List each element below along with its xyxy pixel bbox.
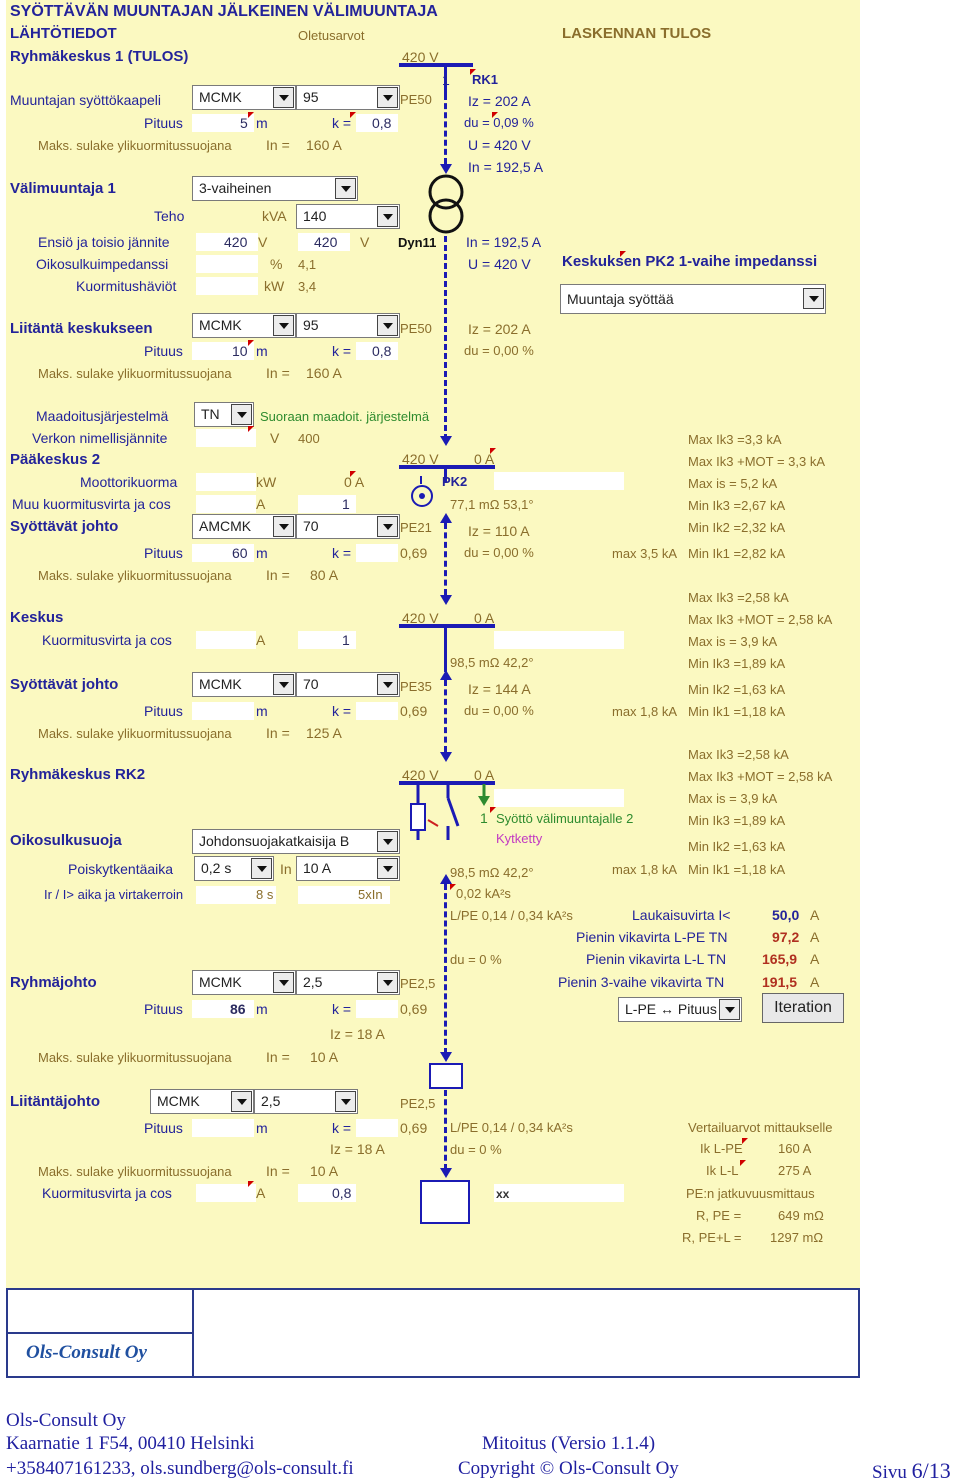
liitanta-du: du = 0,00 % <box>464 343 534 358</box>
toisio-value: 420 <box>314 234 338 250</box>
johto2-label: Syöttävät johto <box>10 676 119 693</box>
chevron-down-icon[interactable] <box>231 1091 252 1112</box>
valimuuntaja-type-select[interactable]: 3-vaiheinen <box>192 176 358 201</box>
keskus-result-4: Min Ik2 =1,63 kA <box>688 682 786 697</box>
syottokaapeli-label: Muuntajan syöttökaapeli <box>10 92 161 108</box>
teho-unit: kVA <box>262 208 287 224</box>
comment-marker-icon <box>742 1138 748 1144</box>
liitanta-pituus-value: 10 <box>232 343 248 359</box>
rk2-num: 1 <box>480 810 488 826</box>
maadoitus-desc: Suoraan maadoit. järjestelmä <box>260 409 430 424</box>
rk2-result-2: Max is = 3,9 kA <box>688 791 778 806</box>
rk2-voltage: 420 V <box>402 767 439 783</box>
impedanssi-unit: % <box>270 256 283 272</box>
verkko-field[interactable] <box>196 429 256 447</box>
chevron-down-icon[interactable] <box>377 858 398 879</box>
motor-icon <box>409 483 435 509</box>
arrow-down-icon <box>440 1052 452 1062</box>
ryhmajohto-k-value: 0,69 <box>400 1001 428 1017</box>
page-title: SYÖTTÄVÄN MUUNTAJAN JÄLKEINEN VÄLIMUUNTAJA <box>10 3 438 20</box>
rpel-value: 1297 mΩ <box>770 1230 824 1245</box>
liitantajohto-fuse-label: Maks. sulake ylikuormitussuojana <box>38 1164 232 1179</box>
rk1-number: 1 <box>442 72 450 88</box>
johto2-size-select[interactable]: 70 <box>296 672 400 697</box>
moottori-unit: kW <box>256 474 277 490</box>
notes-frame <box>6 1288 860 1378</box>
rk2-kytketty: Kytketty <box>496 831 543 846</box>
arrow-up-icon <box>440 670 452 680</box>
muu-current-field[interactable] <box>196 495 256 513</box>
valimuuntaja-in: In = 192,5 A <box>466 234 542 250</box>
rk1-du: du = 0,09 % <box>464 115 534 130</box>
arrow-down-icon <box>440 1168 452 1178</box>
haviot-default: 3,4 <box>298 279 317 294</box>
ik-ll-value: 275 A <box>778 1163 812 1178</box>
syottokaapeli-m: m <box>256 115 268 131</box>
johto1-k-label: k = <box>332 545 352 561</box>
ll-unit: A <box>810 951 820 967</box>
iteration-mode-select[interactable]: L-PE ↔ Pituus <box>618 997 742 1022</box>
chevron-down-icon[interactable] <box>273 674 294 695</box>
keskus-cos-value: 1 <box>342 632 350 648</box>
johto2-line <box>444 680 447 752</box>
rk2-note-field[interactable] <box>494 789 624 807</box>
comment-marker-icon <box>248 112 254 118</box>
pk2-current: 0 A <box>474 451 495 467</box>
ryhmajohto-type-select[interactable]: MCMK <box>192 970 296 995</box>
liitantajohto-size-select[interactable]: 2,5 <box>254 1089 358 1114</box>
teho-label: Teho <box>154 208 185 224</box>
comment-marker-icon <box>490 448 496 454</box>
haviot-field[interactable] <box>196 277 258 295</box>
socket-box-icon <box>429 1063 463 1089</box>
johto2-pituus-field[interactable] <box>192 702 254 720</box>
pk2-result-0: Max Ik3 =3,3 kA <box>688 432 782 447</box>
keskus-result-5: Min Ik1 =1,18 kA <box>688 704 786 719</box>
keskus-a-unit: A <box>256 632 266 648</box>
rk2-result-4: Min Ik2 =1,63 kA <box>688 839 786 854</box>
ll-value: 165,9 <box>762 951 798 967</box>
ir-factor-value: 5xIn <box>358 887 383 902</box>
impedanssi-label: Oikosulkuimpedanssi <box>36 256 169 272</box>
brand-logo: Ols-Consult Oy <box>26 1342 147 1363</box>
keskus-note-field[interactable] <box>494 631 624 649</box>
rk1-voltage: 420 V <box>402 49 439 65</box>
dyn-label: Dyn11 <box>398 235 437 250</box>
load-box-icon <box>420 1180 470 1224</box>
chevron-down-icon[interactable] <box>377 972 398 993</box>
ryhmajohto-pe: PE2,5 <box>400 976 436 991</box>
lpe-value: 97,2 <box>772 929 800 945</box>
footer-contact: +358407161233, ols.sundberg@ols-consult.fi <box>6 1458 354 1479</box>
valimuuntaja-label: Välimuuntaja 1 <box>10 180 116 197</box>
keskus-current: 0 A <box>474 610 495 626</box>
syottokaapeli-in-label: In = <box>266 137 290 153</box>
moottori-field[interactable] <box>196 473 256 491</box>
comment-marker-icon <box>248 340 254 346</box>
syottokaapeli-k-value: 0,8 <box>372 115 392 131</box>
ryhmajohto-label: Ryhmäjohto <box>10 974 97 991</box>
syottokaapeli-line <box>444 94 447 164</box>
johto2-fuse-label: Maks. sulake ylikuormitussuojana <box>38 726 232 741</box>
muu-label: Muu kuormitusvirta ja cos <box>12 496 171 512</box>
footer-copyright: Copyright © Ols-Consult Oy <box>458 1458 679 1479</box>
ryhmajohto-m: m <box>256 1001 268 1017</box>
liitanta-size-select[interactable]: 95 <box>296 313 400 338</box>
ensio-value: 420 <box>224 234 248 250</box>
ryhmajohto-iz: Iz = 18 A <box>330 1026 385 1042</box>
liitantajohto-cos-value: 0,8 <box>332 1185 352 1201</box>
liitantajohto-note-field[interactable] <box>494 1184 624 1202</box>
liitantajohto-m: m <box>256 1120 268 1136</box>
johto1-k-value: 0,69 <box>400 545 428 561</box>
liitanta-label: Liitäntä keskukseen <box>10 320 153 337</box>
liitantajohto-in-value: 10 A <box>310 1163 339 1179</box>
oikosulku-in-label: In <box>280 861 292 877</box>
liitantajohto-k-value: 0,69 <box>400 1120 428 1136</box>
johto1-m: m <box>256 545 268 561</box>
keskus-kuorm-label: Kuormitusvirta ja cos <box>42 632 172 648</box>
impedanssi-field[interactable] <box>196 255 258 273</box>
liitanta-in-label: In = <box>266 365 290 381</box>
rpel-label: R, PE+L = <box>682 1230 742 1245</box>
keskus-result-3: Min Ik3 =1,89 kA <box>688 656 786 671</box>
footer-company: Ols-Consult Oy <box>6 1410 126 1431</box>
liitantajohto-a-unit: A <box>256 1185 266 1201</box>
liitantajohto-du: du = 0 % <box>450 1142 502 1157</box>
rk2-result-5: Min Ik1 =1,18 kA <box>688 862 786 877</box>
johto2-du: du = 0,00 % <box>464 703 534 718</box>
section-laskennan-tulos: LASKENNAN TULOS <box>562 25 712 42</box>
chevron-down-icon[interactable] <box>377 206 398 227</box>
ik-lpe-label: Ik L-PE <box>700 1141 743 1156</box>
v3-label: Pienin 3-vaihe vikavirta TN <box>558 974 725 990</box>
ryhmajohto-line <box>444 884 447 1054</box>
rk2-syotto: Syöttö välimuuntajalle 2 <box>496 811 634 826</box>
liitanta-type-select[interactable]: MCMK <box>192 313 296 338</box>
oikosulku-i2t: 0,02 kA²s <box>456 886 511 901</box>
oikosulku-du: du = 0 % <box>450 952 502 967</box>
moottori-label: Moottorikuorma <box>80 474 178 490</box>
comment-marker-icon <box>248 1181 254 1187</box>
notes-cell-top <box>8 1290 194 1334</box>
oikosulku-in-select[interactable]: 10 A <box>296 856 400 881</box>
motor-stub <box>420 476 422 484</box>
pk2-result-5: Min Ik1 =2,82 kA <box>688 546 786 561</box>
rk2-result-0: Max Ik3 =2,58 kA <box>688 747 789 762</box>
liitantajohto-line <box>444 1090 447 1170</box>
v3-unit: A <box>810 974 820 990</box>
johto1-type-select[interactable]: AMCMK <box>192 514 296 539</box>
syottokaapeli-fuse-label: Maks. sulake ylikuormitussuojana <box>38 138 232 153</box>
ryhmajohto-in-value: 10 A <box>310 1049 339 1065</box>
comment-marker-icon <box>620 251 626 257</box>
rk1-u: U = 420 V <box>468 137 531 153</box>
section-lahtotiedot: LÄHTÖTIEDOT <box>10 25 117 42</box>
comment-marker-icon <box>492 112 498 118</box>
syottokaapeli-size-select[interactable]: 95 <box>296 85 400 110</box>
pk2-result-4: Min Ik2 =2,32 kA <box>688 520 786 535</box>
rk1-name: RK1 <box>472 72 499 87</box>
chevron-down-icon[interactable] <box>273 516 294 537</box>
liitantajohto-lpe: L/PE 0,14 / 0,34 kA²s <box>450 1120 573 1135</box>
chevron-down-icon[interactable] <box>377 516 398 537</box>
rk2-label: Ryhmäkeskus RK2 <box>10 766 146 783</box>
liitantajohto-type-select[interactable]: MCMK <box>150 1089 254 1114</box>
liitanta-fuse-label: Maks. sulake ylikuormitussuojana <box>38 366 232 381</box>
arrow-down-icon <box>440 752 452 762</box>
johto2-m: m <box>256 703 268 719</box>
arrow-down-icon <box>440 595 452 605</box>
syottokaapeli-in-value: 160 A <box>306 137 342 153</box>
pk2-result-2: Max is = 5,2 kA <box>688 476 778 491</box>
moottori-current: 0 A <box>344 474 365 490</box>
ir-time-value: 8 s <box>256 887 274 902</box>
johto2-pituus-label: Pituus <box>144 703 183 719</box>
liitanta-in-value: 160 A <box>306 365 342 381</box>
liitantajohto-pituus-field[interactable] <box>192 1119 254 1137</box>
pe-jatkuvuus-label: PE:n jatkuvuusmittaus <box>686 1186 815 1201</box>
jannite-label: Ensiö ja toisio jännite <box>38 234 170 250</box>
liitantajohto-in-label: In = <box>266 1163 290 1179</box>
keskus-voltage: 420 V <box>402 610 439 626</box>
chevron-down-icon[interactable] <box>335 178 356 199</box>
liitanta-k-value: 0,8 <box>372 343 392 359</box>
liitanta-k-label: k = <box>332 343 352 359</box>
syottokaapeli-pituus-value: 5 <box>240 115 248 131</box>
arrow-down-icon <box>440 164 452 174</box>
ir-label: Ir / I> aika ja virtakerroin <box>44 887 184 902</box>
oikosulku-lpe: L/PE 0,14 / 0,34 kA²s <box>450 908 573 923</box>
syottokaapeli-k-label: k = <box>332 115 352 131</box>
verkko-label: Verkon nimellisjännite <box>32 430 168 446</box>
liitantajohto-kuorm-label: Kuormitusvirta ja cos <box>42 1185 172 1201</box>
chevron-down-icon[interactable] <box>251 858 272 879</box>
poisto-label: Poiskytkentäaika <box>68 861 174 877</box>
liitanta-pe: PE50 <box>400 321 432 336</box>
poisto-select[interactable]: 0,2 s <box>194 856 274 881</box>
johto1-iz: Iz = 110 A <box>468 523 530 539</box>
ik-ll-label: Ik L-L <box>706 1163 739 1178</box>
impedanssi-default: 4,1 <box>298 257 317 272</box>
johto1-line <box>444 523 447 595</box>
oikosulku-label: Oikosulkusuoja <box>10 832 122 849</box>
maadoitus-select[interactable]: TN <box>194 402 254 427</box>
syottokaapeli-pe: PE50 <box>400 92 432 107</box>
rk2-max: max 1,8 kA <box>612 862 678 877</box>
johto1-label: Syöttävät johto <box>10 518 119 535</box>
liitanta-m: m <box>256 343 268 359</box>
chevron-down-icon[interactable] <box>803 288 824 309</box>
ryhmajohto-k-field[interactable] <box>356 1000 398 1018</box>
johto1-k-field[interactable] <box>356 544 398 562</box>
liitantajohto-pe: PE2,5 <box>400 1096 436 1111</box>
ll-label: Pienin vikavirta L-L TN <box>586 951 727 967</box>
johto2-in-value: 125 A <box>306 725 342 741</box>
rk1-header: Ryhmäkeskus 1 (TULOS) <box>10 48 189 65</box>
haviot-label: Kuormitushäviöt <box>76 278 177 294</box>
syottokaapeli-pituus-label: Pituus <box>144 115 183 131</box>
v3-value: 191,5 <box>762 974 798 990</box>
pk2-result-1: Max Ik3 +MOT = 3,3 kA <box>688 454 826 469</box>
liitantajohto-xx: xx <box>496 1187 510 1201</box>
ryhmajohto-size-select[interactable]: 2,5 <box>296 970 400 995</box>
chevron-down-icon[interactable] <box>335 1091 356 1112</box>
syottokaapeli-type-select[interactable]: MCMK <box>192 85 296 110</box>
muu-unit: A <box>256 496 266 512</box>
chevron-down-icon[interactable] <box>273 315 294 336</box>
liitantajohto-pituus-label: Pituus <box>144 1120 183 1136</box>
johto1-in-value: 80 A <box>310 567 339 583</box>
transformer-icon <box>424 174 468 236</box>
liitantajohto-label: Liitäntäjohto <box>10 1093 100 1110</box>
johto2-type-select[interactable]: MCMK <box>192 672 296 697</box>
comment-marker-icon <box>248 426 254 432</box>
keskus-current-field[interactable] <box>196 631 256 649</box>
ryhmajohto-pituus-label: Pituus <box>144 1001 183 1017</box>
ryhmajohto-k-label: k = <box>332 1001 352 1017</box>
liitantajohto-iz: Iz = 18 A <box>330 1141 385 1157</box>
keskus-stub <box>444 628 447 672</box>
pk2-imp-label: Keskuksen PK2 1-vaihe impedanssi <box>562 253 818 270</box>
keskus-result-1: Max Ik3 +MOT = 2,58 kA <box>688 612 833 627</box>
rpe-value: 649 mΩ <box>778 1208 824 1223</box>
arrow-down-icon <box>440 436 452 446</box>
keskus-label: Keskus <box>10 609 64 626</box>
liitantajohto-k-field[interactable] <box>356 1119 398 1137</box>
maadoitus-label: Maadoitusjärjestelmä <box>36 408 169 424</box>
lpe-unit: A <box>810 929 820 945</box>
rk2-impedance: 98,5 mΩ 42,2° <box>450 865 534 880</box>
pk2-max: max 3,5 kA <box>612 546 678 561</box>
verkko-value: 400 <box>298 431 320 446</box>
paakeskus-label: Pääkeskus 2 <box>10 451 101 468</box>
toisio-unit: V <box>360 234 370 250</box>
oikosulku-select[interactable]: Johdonsuojakatkaisija B <box>192 829 400 854</box>
chevron-down-icon[interactable] <box>377 315 398 336</box>
ik-lpe-value: 160 A <box>778 1141 812 1156</box>
johto1-pituus-value: 60 <box>232 545 248 561</box>
johto1-fuse-label: Maks. sulake ylikuormitussuojana <box>38 568 232 583</box>
chevron-down-icon[interactable] <box>377 831 398 852</box>
chevron-down-icon[interactable] <box>719 999 740 1020</box>
pk2-name: PK2 <box>442 474 468 489</box>
johto2-in-label: In = <box>266 725 290 741</box>
johto1-pe: PE21 <box>400 520 432 535</box>
comment-marker-icon <box>350 112 356 118</box>
johto1-du: du = 0,00 % <box>464 545 534 560</box>
haviot-unit: kW <box>264 278 285 294</box>
keskus-impedance: 98,5 mΩ 42,2° <box>450 655 534 670</box>
muu-cos-value: 1 <box>342 496 350 512</box>
johto2-k-value: 0,69 <box>400 703 428 719</box>
pk2-imp-select[interactable]: Muuntaja syöttää <box>560 284 826 314</box>
rk2-result-3: Min Ik3 =1,89 kA <box>688 813 786 828</box>
johto1-size-select[interactable]: 70 <box>296 514 400 539</box>
liitanta-iz: Iz = 202 A <box>468 321 531 337</box>
footer-page: Sivu 6/13 <box>872 1458 951 1482</box>
chevron-down-icon[interactable] <box>377 87 398 108</box>
oletusarvot-label: Oletusarvot <box>298 28 365 43</box>
lpe-label: Pienin vikavirta L-PE TN <box>576 929 728 945</box>
liitantajohto-k-label: k = <box>332 1120 352 1136</box>
keskus-result-0: Max Ik3 =2,58 kA <box>688 590 789 605</box>
keskus-result-2: Max is = 3,9 kA <box>688 634 778 649</box>
iteration-button[interactable]: Iteration <box>762 993 844 1023</box>
teho-select[interactable]: 140 <box>296 204 400 229</box>
johto1-in-label: In = <box>266 567 290 583</box>
rk2-current: 0 A <box>474 767 495 783</box>
comment-marker-icon <box>740 1160 746 1166</box>
chevron-down-icon[interactable] <box>273 972 294 993</box>
johto2-k-field[interactable] <box>356 702 398 720</box>
johto2-pe: PE35 <box>400 679 432 694</box>
ensio-unit: V <box>258 234 268 250</box>
ryhmajohto-in-label: In = <box>266 1049 290 1065</box>
johto2-k-label: k = <box>332 703 352 719</box>
laukaisu-value: 50,0 <box>772 907 800 923</box>
rk1-iz: Iz = 202 A <box>468 93 531 109</box>
pk2-impedance: 77,1 mΩ 53,1° <box>450 497 534 512</box>
johto1-pituus-label: Pituus <box>144 545 183 561</box>
chevron-down-icon[interactable] <box>377 674 398 695</box>
liitantajohto-current-field[interactable] <box>196 1184 256 1202</box>
ryhmajohto-fuse-label: Maks. sulake ylikuormitussuojana <box>38 1050 232 1065</box>
rk2-result-1: Max Ik3 +MOT = 2,58 kA <box>688 769 833 784</box>
ryhmajohto-pituus-value: 86 <box>230 1001 246 1017</box>
mittaus-label: Vertailuarvot mittaukselle <box>688 1120 833 1135</box>
valimuuntaja-u: U = 420 V <box>468 256 531 272</box>
johto2-iz: Iz = 144 A <box>468 681 531 697</box>
pk2-note-field[interactable] <box>494 472 624 490</box>
rpe-label: R, PE = <box>696 1208 742 1223</box>
pk2-result-3: Min Ik3 =2,67 kA <box>688 498 786 513</box>
liitanta-pituus-label: Pituus <box>144 343 183 359</box>
footer-app-version: Mitoitus (Versio 1.1.4) <box>482 1433 656 1454</box>
footer-address: Kaarnatie 1 F54, 00410 Helsinki <box>6 1433 255 1454</box>
arrow-up-icon <box>440 513 452 523</box>
rk1-in: In = 192,5 A <box>468 159 544 175</box>
calculation-sheet <box>6 0 860 1288</box>
keskus-max: max 1,8 kA <box>612 704 678 719</box>
chevron-down-icon[interactable] <box>273 87 294 108</box>
laukaisu-label: Laukaisuvirta I< <box>632 907 731 923</box>
verkko-unit: V <box>270 430 280 446</box>
laukaisu-unit: A <box>810 907 820 923</box>
chevron-down-icon[interactable] <box>231 404 252 425</box>
pk2-voltage: 420 V <box>402 451 439 467</box>
liitanta-line <box>444 236 447 440</box>
